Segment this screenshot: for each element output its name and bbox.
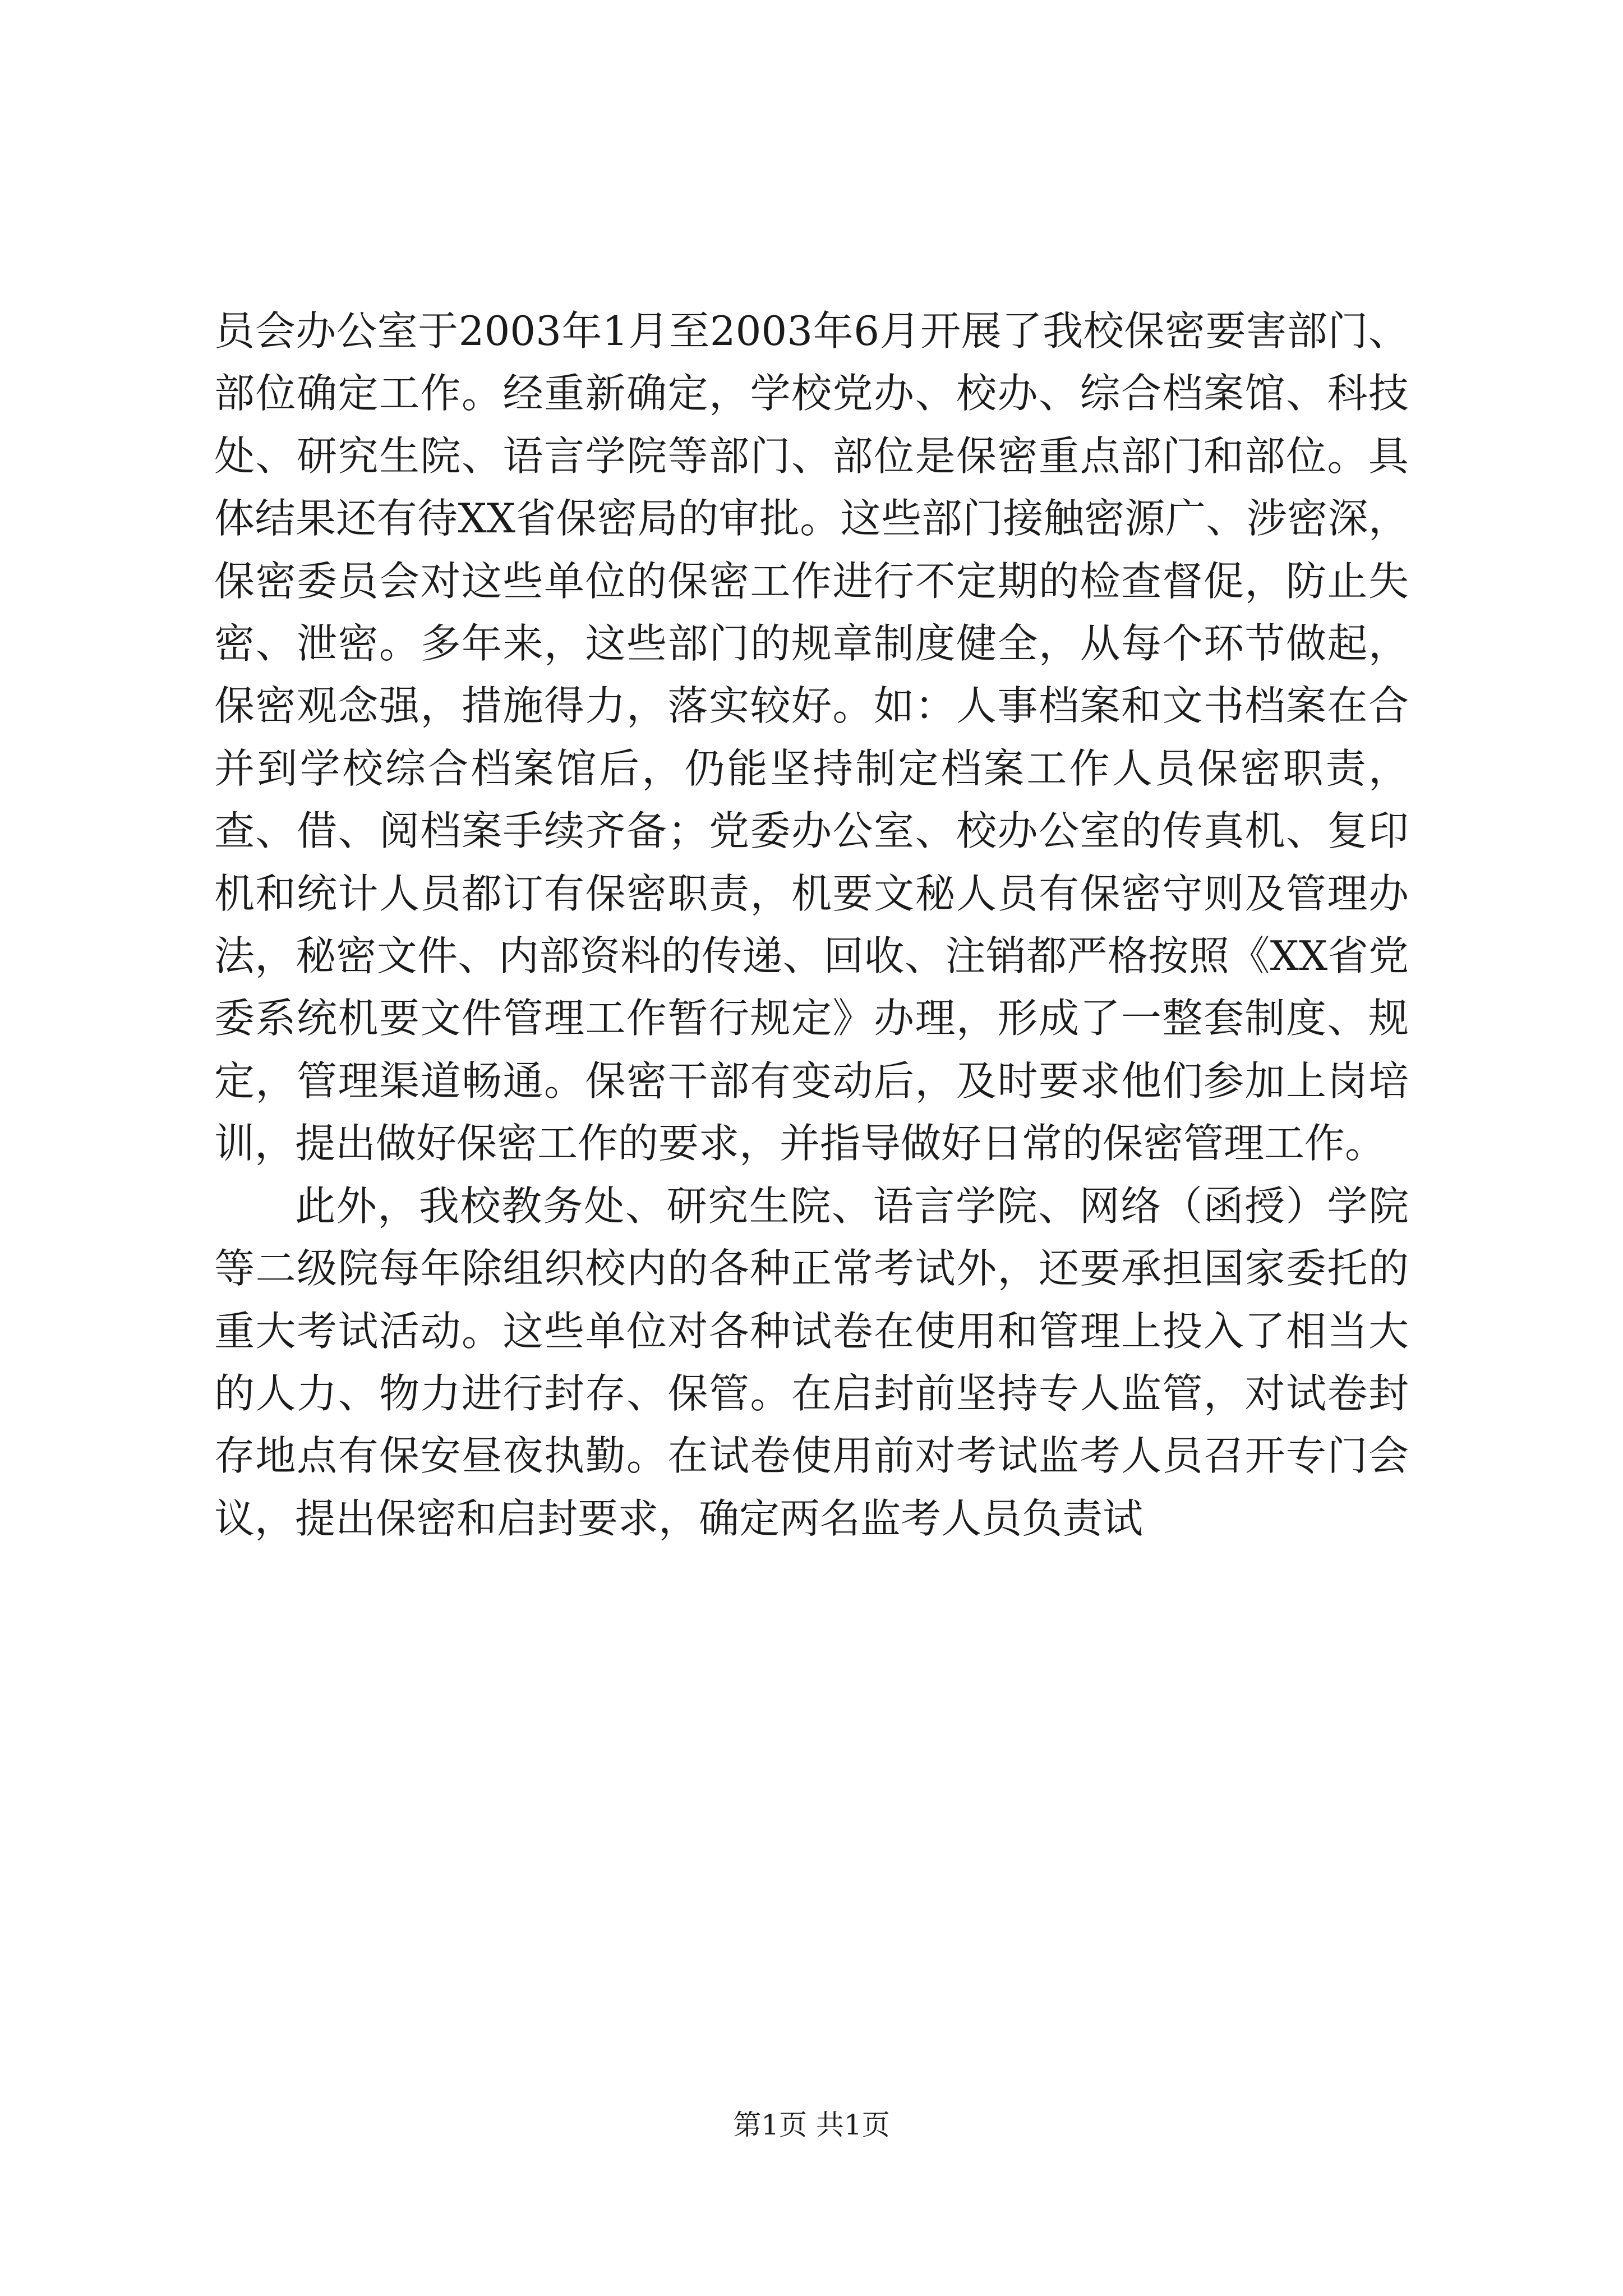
paragraph-1: 员会办公室于2003年1月至2003年6月开展了我校保密要害部门、部位确定工作。经重新确定，学校党办、校办、综合档案馆、科技处、研究生院、语言学院等部门、部位是保密重点部门和部位。具体结果还有待XX省保密局的审批。这些部门接触密源广、涉密深，保密委员会对这些单位的保密工作进行不定期的检查督促，防止失密、泄密。多年来，这些部门的规章制度健全，从每个环节做起，保密观念强，措施得力，落实较好。如：人事档案和文书档案在合并到学校综合档案馆后，仍能坚持制定档案工作人员保密职责，查、借、阅档案手续齐备；党委办公室、校办公室的传真机、复印机和统计人员都订有保密职责，机要文秘人员有保密守则及管理办法，秘密文件、内部资料的传递、回收、注销都严格按照《XX省党委系统机要文件管理工作暂行规定》办理，形成了一整套制度、规定，管理渠道畅通。保密干部有变动后，及时要求他们参加上岗培训，提出做好保密工作的要求，并指导做好日常的保密管理工作。 bbox=[214, 307, 1409, 1167]
document-body bbox=[214, 300, 1409, 1550]
page-footer: 第1页 共1页 bbox=[733, 2109, 890, 2141]
paragraph-2: 此外，我校教务处、研究生院、语言学院、网络（函授）学院等二级院每年除组织校内的各种正常考试外，还要承担国家委托的重大考试活动。这些单位对各种试卷在使用和管理上投入了相当大的人力、物力进行封存、保管。在启封前坚持专人监管，对试卷封存地点有保安昼夜执勤。在试卷使用前对考试监考人员召开专门会议，提出保密和启封要求，确定两名监考人员负责试 bbox=[214, 1182, 1409, 1542]
